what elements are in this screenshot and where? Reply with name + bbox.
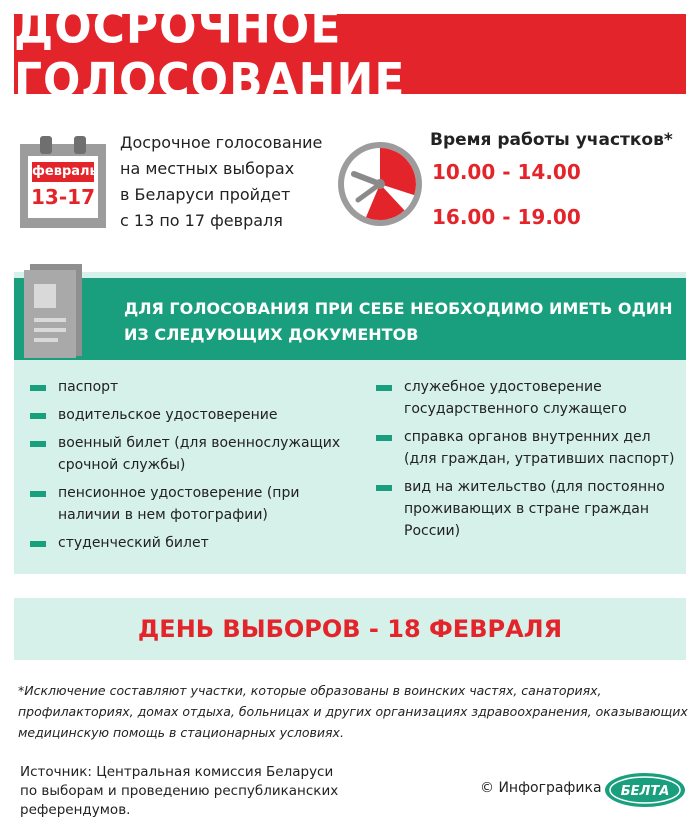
footnote-line: медицинскую помощь в стационарных условиях. <box>18 725 344 740</box>
list-item-text: государственного служащего <box>404 401 627 417</box>
page-title: ДОСРОЧНОЕ ГОЛОСОВАНИЕ <box>14 0 406 108</box>
early-voting-text <box>120 130 350 234</box>
list-item <box>30 432 360 476</box>
early-voting-line: на местных выборах <box>120 159 295 178</box>
title-banner <box>14 0 686 108</box>
hours-title: Время работы участков* <box>430 130 673 150</box>
calendar-icon <box>20 136 106 228</box>
calendar-card <box>28 156 98 218</box>
passport-icon <box>24 262 84 358</box>
list-item-text: проживающих в стране граждан <box>404 501 650 517</box>
list-item-text: служебное удостоверение <box>404 379 602 395</box>
bullet-dash-icon <box>30 385 46 391</box>
bullet-dash-icon <box>30 541 46 547</box>
list-item-text: водительское удостоверение <box>58 407 278 423</box>
source-line: Источник: Центральная комиссия Беларуси <box>20 764 334 780</box>
logo-text: БЕЛТА <box>620 784 670 799</box>
passport-photo <box>34 284 56 308</box>
list-item <box>30 482 360 526</box>
documents-header-line: ИЗ СЛЕДУЮЩИХ ДОКУМЕНТОВ <box>124 325 419 344</box>
list-item-text: справка органов внутренних дел <box>404 429 651 445</box>
list-item <box>376 476 676 542</box>
calendar-month: февраль <box>32 162 94 182</box>
list-item-text: России) <box>404 523 461 539</box>
list-item-text: военный билет (для военнослужащих <box>58 435 341 451</box>
election-day-banner <box>14 598 686 660</box>
list-item-text: студенческий билет <box>58 535 209 551</box>
list-item-text: наличии в нем фотографии) <box>58 507 268 523</box>
passport-line <box>34 328 66 332</box>
bullet-dash-icon <box>376 435 392 441</box>
list-item <box>30 532 360 554</box>
footnote-line: *Исключение составляют участки, которые образованы в воинских частях, санаториях, <box>18 683 602 698</box>
footnote <box>18 680 688 743</box>
list-item <box>376 376 676 420</box>
documents-header-text <box>124 296 674 348</box>
belta-logo <box>604 772 686 808</box>
documents-header-line: ДЛЯ ГОЛОСОВАНИЯ ПРИ СЕБЕ НЕОБХОДИМО ИМЕТЬ ОДИН <box>124 299 673 318</box>
passport-line <box>34 338 58 342</box>
documents-list-left <box>30 376 360 560</box>
bullet-dash-icon <box>30 413 46 419</box>
source-line: референдумов. <box>20 802 131 818</box>
early-voting-line: в Беларуси пройдет <box>120 185 291 204</box>
early-voting-line: с 13 по 17 февраля <box>120 211 283 230</box>
early-voting-line: Досрочное голосование <box>120 133 323 152</box>
calendar-ring <box>40 136 52 154</box>
list-item <box>376 426 676 470</box>
infographic-credit: © Инфографика <box>480 780 602 796</box>
list-item-text: срочной службы) <box>58 457 186 473</box>
election-day-text: ДЕНЬ ВЫБОРОВ - 18 ФЕВРАЛЯ <box>137 615 563 643</box>
clock-icon <box>336 140 424 228</box>
list-item <box>30 376 360 398</box>
calendar-days: 13-17 <box>31 185 95 209</box>
passport-line <box>34 318 66 322</box>
calendar-ring <box>74 136 86 154</box>
footnote-line: профилакториях, домах отдыха, больницах и других организациях здравоохранения, оказывающих <box>18 704 688 719</box>
hours-slot-2: 16.00 - 19.00 <box>432 205 581 229</box>
documents-list-right <box>376 376 676 548</box>
source-line: по выборам и проведению республиканских <box>20 783 339 799</box>
bullet-dash-icon <box>376 385 392 391</box>
list-item-text: (для граждан, утративших паспорт) <box>404 451 675 467</box>
bullet-dash-icon <box>30 491 46 497</box>
source-text <box>20 763 380 820</box>
list-item-text: вид на жительство (для постоянно <box>404 479 665 495</box>
list-item <box>30 404 360 426</box>
list-item-text: пенсионное удостоверение (при <box>58 485 300 501</box>
clock-center <box>375 179 385 189</box>
passport-cover <box>24 270 76 358</box>
bullet-dash-icon <box>30 441 46 447</box>
bullet-dash-icon <box>376 485 392 491</box>
list-item-text: паспорт <box>58 379 119 395</box>
hours-slot-1: 10.00 - 14.00 <box>432 160 581 184</box>
documents-header <box>14 278 686 360</box>
